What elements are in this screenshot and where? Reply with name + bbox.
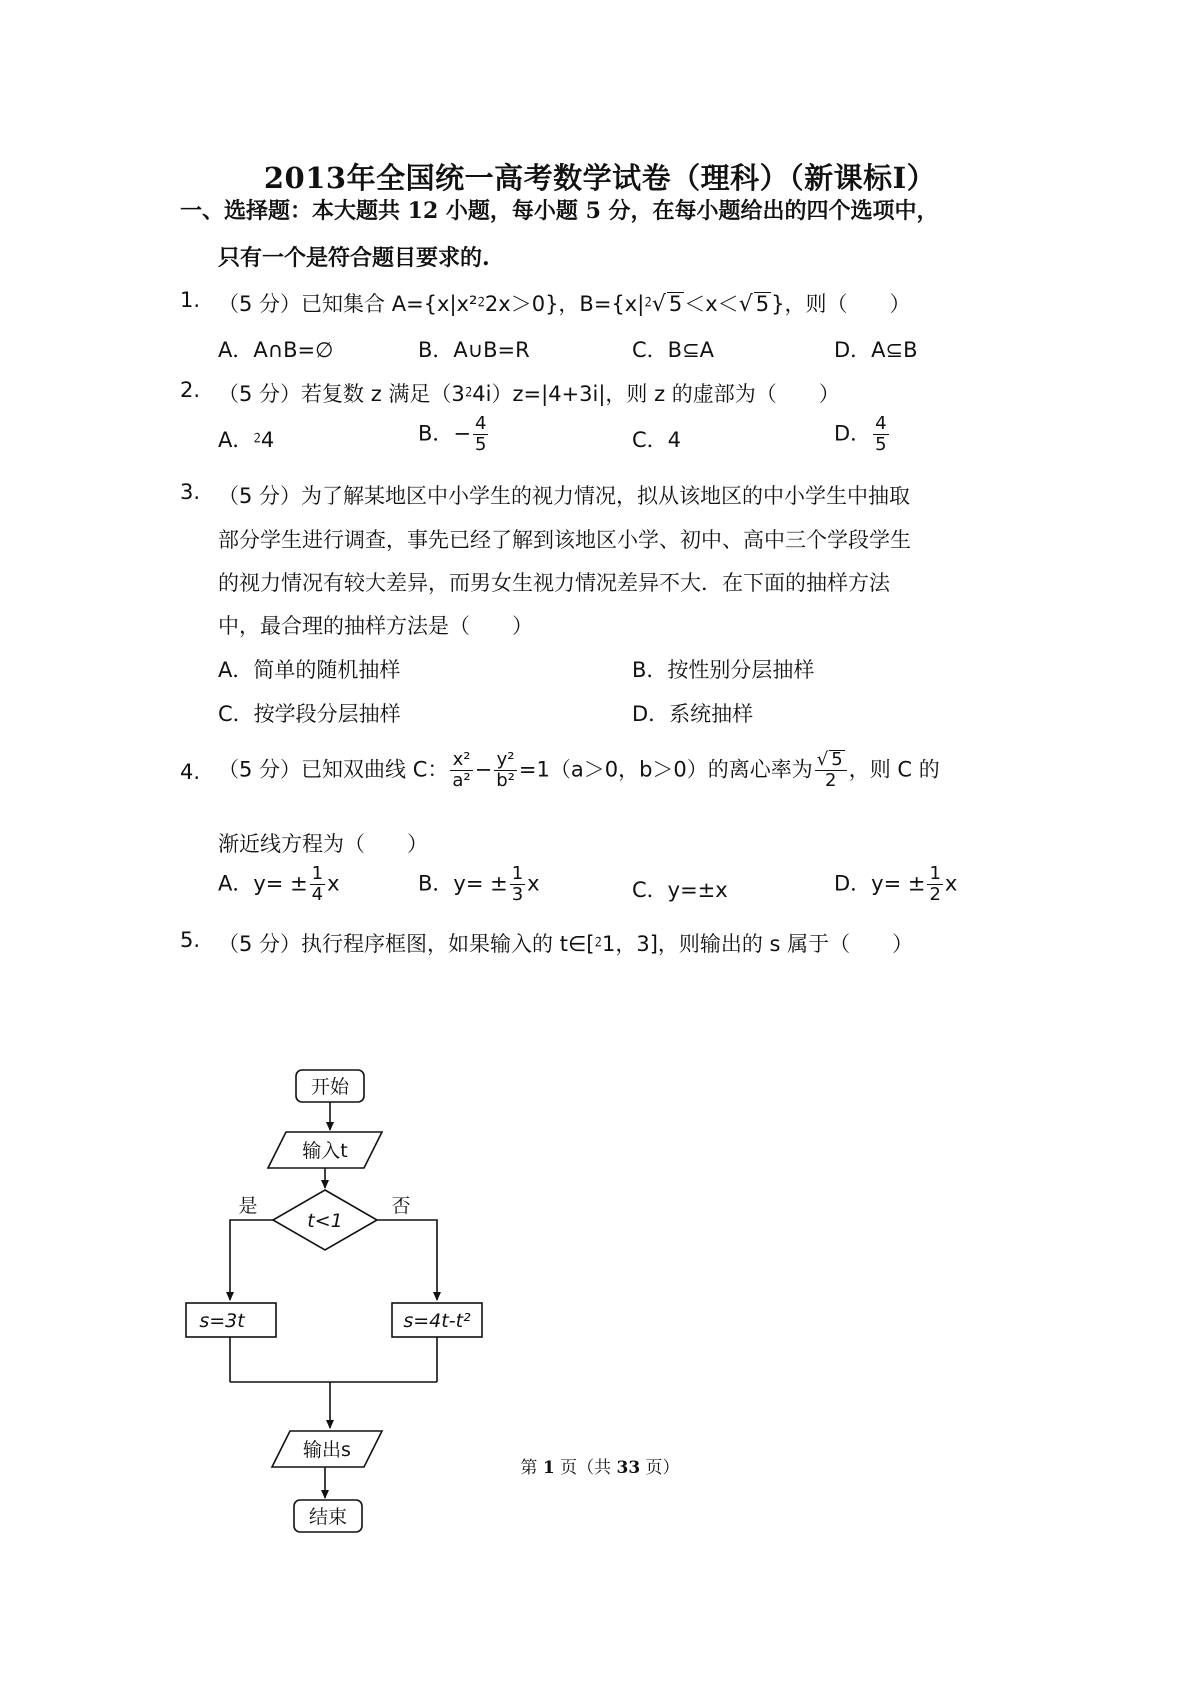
question-4-stem-c: ，则 C 的 (848, 757, 940, 782)
option-b: B．y= ± $\frac{1}{3}$ x (418, 863, 540, 905)
option-c: C．按学段分层抽样 (218, 702, 401, 726)
question-2-stem: （5 分）若复数 z 满足（3⁲4i）z=|4+3i|，则 z 的虚部为（ ） (218, 382, 840, 406)
option-d: D．y= ± $\frac{1}{2}$ x (834, 863, 958, 905)
option-b: B．按性别分层抽样 (632, 658, 815, 682)
fraction: $\frac{4}{5}$ (475, 413, 487, 455)
option-c: C．y=±x (632, 878, 728, 902)
flow-no-label: 否 (391, 1195, 411, 1217)
option-d: D．系统抽样 (632, 702, 754, 726)
question-1-stem-c: }，则（ ） (771, 292, 911, 316)
question-number: 2. (180, 378, 201, 402)
question-4-stem-a: （5 分）已知双曲线 C： (218, 757, 449, 782)
flow-input-label: 输入t (302, 1140, 348, 1162)
question-4-line-2: 渐近线方程为（ ） (218, 832, 428, 856)
option-d: D．A⊆B (834, 338, 918, 362)
sqrt-5: 5 (668, 292, 683, 316)
fraction-y2-b2: $\frac{\text{y²}}{\text{b²}}$ (496, 749, 515, 791)
question-4-stem-b: （a＞0，b＞0）的离心率为 (549, 757, 813, 782)
flow-left-label: s=3t (199, 1310, 245, 1332)
option-c: C．B⊆A (632, 338, 715, 362)
flow-start-label: 开始 (310, 1076, 350, 1098)
total-pages: 33 (616, 1458, 641, 1478)
fraction-x2-a2: $\frac{\text{x²}}{\text{a²}}$ (452, 749, 471, 791)
option-d: D． $\frac{4}{5}$ (834, 413, 887, 455)
exam-page: 2013年全国统一高考数学试卷（理科）（新课标Ⅰ） 一、选择题：本大题共 12 小题，每小题 5 分，在每小题给出的四个选项中， 只有一个是符合题目要求的. 1. （5 分）已知集合 A={x|x²⁲2x＞0}，B={x|⁲√ 5＜x＜√ 5}，则（ ） A．A∩B=∅ B．A∪B=R C．B⊆A D．A⊆B 2. （5 分）若复数 z 满足（3⁲4i）z=|4+3i|，则 z 的虚部为（ ） A．⁲4 B．− $\frac{4}{5}$ C．4 D． $\frac{4}{5}$ 3. （5 分）为了解某地区中小学生的视力情况，拟从该地区的中小学生中抽取 部分学生进行调查，事先已经了解到该地区小学、初中、高中三个学段学生 的视力情况有较大差异，而男女生视力情况差异不大．在下面的抽样方法 中，最合理的抽样方法是（ ） A．简单的随机抽样 B．按性别分层抽样 C．按学段分层抽样 D．系统抽样 4. （5 分）已知双曲线 C： $\frac{\text{x²}}{\text{a²}}$ − $\frac{\text{y²}}{\text{b²}}$ =1（a＞0，b＞0）的离心率为 $\frac{√ 5}{2}$ ，则 C 的 渐近线方程为（ ） A．y= ± $\frac{1}{4}$ x B．y= ± $\frac{1}{3}$ x C．y=±x D．y= ± $\frac{1}{2}$ x 5. （5 分）执行程序框图，如果输入的 t∈[⁲1，3]，则输出的 s 属于（ ） 开始 输入t t<1 是 否 s=3t s=4t-t² 输出s 结束 第 1 页（共 33 页） (0, 0, 1200, 1698)
question-number: 1. (180, 288, 201, 312)
sqrt-5: 5 (755, 292, 770, 316)
question-3-line-4: 中，最合理的抽样方法是（ ） (218, 614, 533, 638)
option-b: B．A∪B=R (418, 338, 530, 362)
page-number: 1 (542, 1458, 555, 1478)
question-number: 5. (180, 928, 201, 952)
question-3-line-1: （5 分）为了解某地区中小学生的视力情况，拟从该地区的中小学生中抽取 (218, 484, 911, 508)
option-a: A．简单的随机抽样 (218, 658, 401, 682)
flow-end-label: 结束 (308, 1506, 348, 1528)
option-b: B．− $\frac{4}{5}$ (418, 413, 487, 455)
flow-condition-label: t<1 (307, 1210, 343, 1232)
flow-output-label: 输出s (303, 1439, 351, 1461)
page-title: 2013年全国统一高考数学试卷（理科）（新课标Ⅰ） (263, 161, 937, 195)
flow-yes-label: 是 (238, 1195, 258, 1217)
question-number: 4. (180, 760, 201, 784)
question-3-line-2: 部分学生进行调查，事先已经了解到该地区小学、初中、高中三个学段学生 (218, 528, 911, 552)
flow-right-label: s=4t-t² (403, 1310, 471, 1332)
option-c: C．4 (632, 428, 682, 452)
question-1-stem-b: ＜x＜ (684, 292, 739, 316)
fraction-sqrt5-2: $\frac{√ 5}{2}$ (815, 750, 847, 791)
fraction: $\frac{4}{5}$ (875, 413, 887, 455)
question-3-line-3: 的视力情况有较大差异，而男女生视力情况差异不大．在下面的抽样方法 (218, 571, 890, 595)
question-5-stem: （5 分）执行程序框图，如果输入的 t∈[⁲1，3]，则输出的 s 属于（ ） (218, 932, 914, 956)
option-a: A．A∩B=∅ (218, 338, 334, 362)
question-1-stem-a: （5 分）已知集合 A={x|x²⁲2x＞0}，B={x|⁲ (218, 292, 652, 316)
question-number: 3. (180, 480, 201, 504)
option-a: A．⁲4 (218, 428, 275, 452)
section-heading-line2: 只有一个是符合题目要求的. (218, 245, 490, 271)
section-heading-line1: 一、选择题：本大题共 12 小题，每小题 5 分，在每小题给出的四个选项中， (180, 198, 939, 224)
option-a: A．y= ± $\frac{1}{4}$ x (218, 863, 340, 905)
page-footer: 第 1 页（共 33 页） (520, 1458, 680, 1478)
